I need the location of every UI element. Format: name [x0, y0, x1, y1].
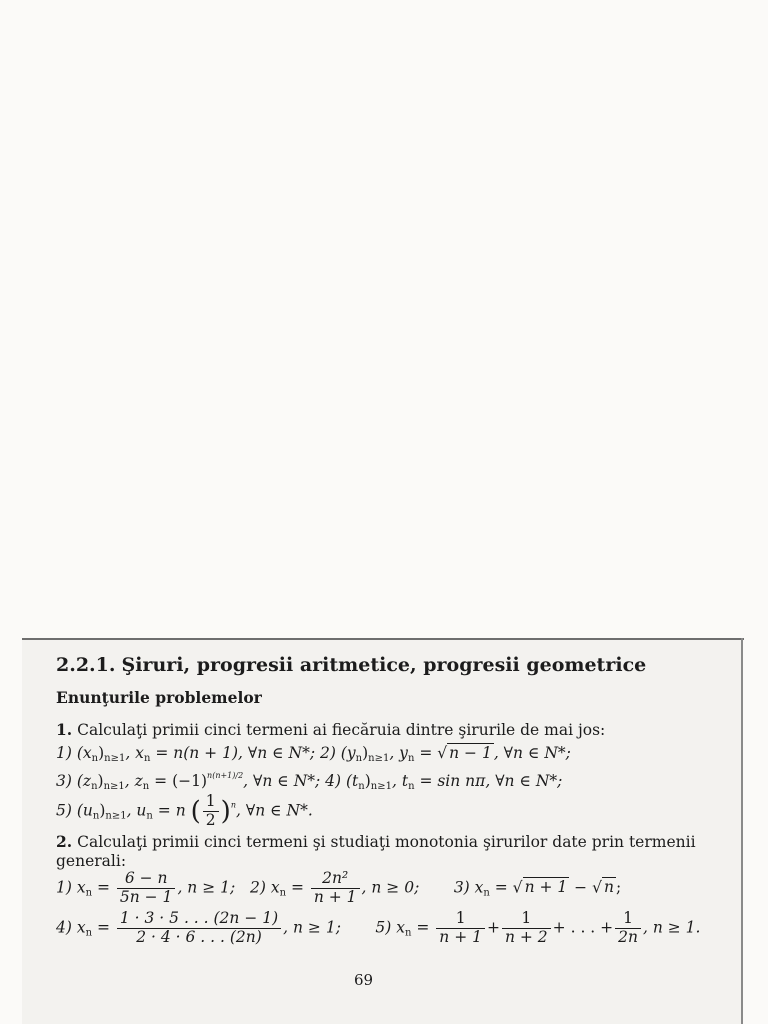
problem-2-line-1: 1) $x_n$ = $\frac{6 - n}{5n - 1}$ , n ≥ 1; 2) $x_n$ = $\frac{\text{2n²}}{n + 1}$ , n ≥ 0; 3) $x_n$ = √ n + 1 − √ n ;	[56, 869, 622, 906]
subsection-heading: Enunţurile problemelor	[56, 688, 262, 707]
problem-2-statement: 2. Calculaţi primii cinci termeni şi studiaţi monotonia şirurilor date prin termenii	[56, 832, 696, 851]
problem-2-line-2: 4) $x_n$ = $\frac{1 \cdot 3 \cdot 5 . . . (2n - 1)}{2 \cdot 4 \cdot 6 . . . (2n)}$ , n ≥ 1; 5) $x_n$ = $\frac{1}{n + 1}$ + $\frac{1}{n + 2}$ + . . . + $\frac{1}{2n}$ , n ≥ 1.	[56, 909, 701, 946]
page-number: 69	[354, 971, 374, 989]
page-top-edge	[22, 638, 744, 640]
problem-1-line-1: 1) $(x_n)_{n\ge 1}$, $x_n = n(n + 1)$, ∀n ∈ N*; 2) $(y_n)_{n\ge 1}$, $y_n$ = √ n − 1 , ∀n ∈ N*;	[56, 744, 571, 764]
problem-1-line-2: 3) $(z_n)_{n\ge 1}$, $z_n = (-1)^{n(n+1)/2}$, ∀n ∈ N*; 4) $(t_n)_{n\ge 1}$, $t_n = \sin n\pi$, ∀n ∈ N*;	[56, 771, 563, 792]
section-heading: 2.2.1. Şiruri, progresii aritmetice, progresii geometrice	[56, 654, 647, 676]
page-right-edge	[741, 638, 743, 1024]
problem-1-line-3: 5) $(u_n)_{n\ge 1}$, $u_n = n$ ( $\frac{1}{2}$ )$^n$, ∀n ∈ N*.	[56, 792, 313, 829]
problem-1-statement: 1. Calculaţi primii cinci termeni ai fiecăruia dintre şirurile de mai jos:	[56, 720, 606, 739]
problem-2-statement-cont: generali:	[56, 852, 127, 870]
